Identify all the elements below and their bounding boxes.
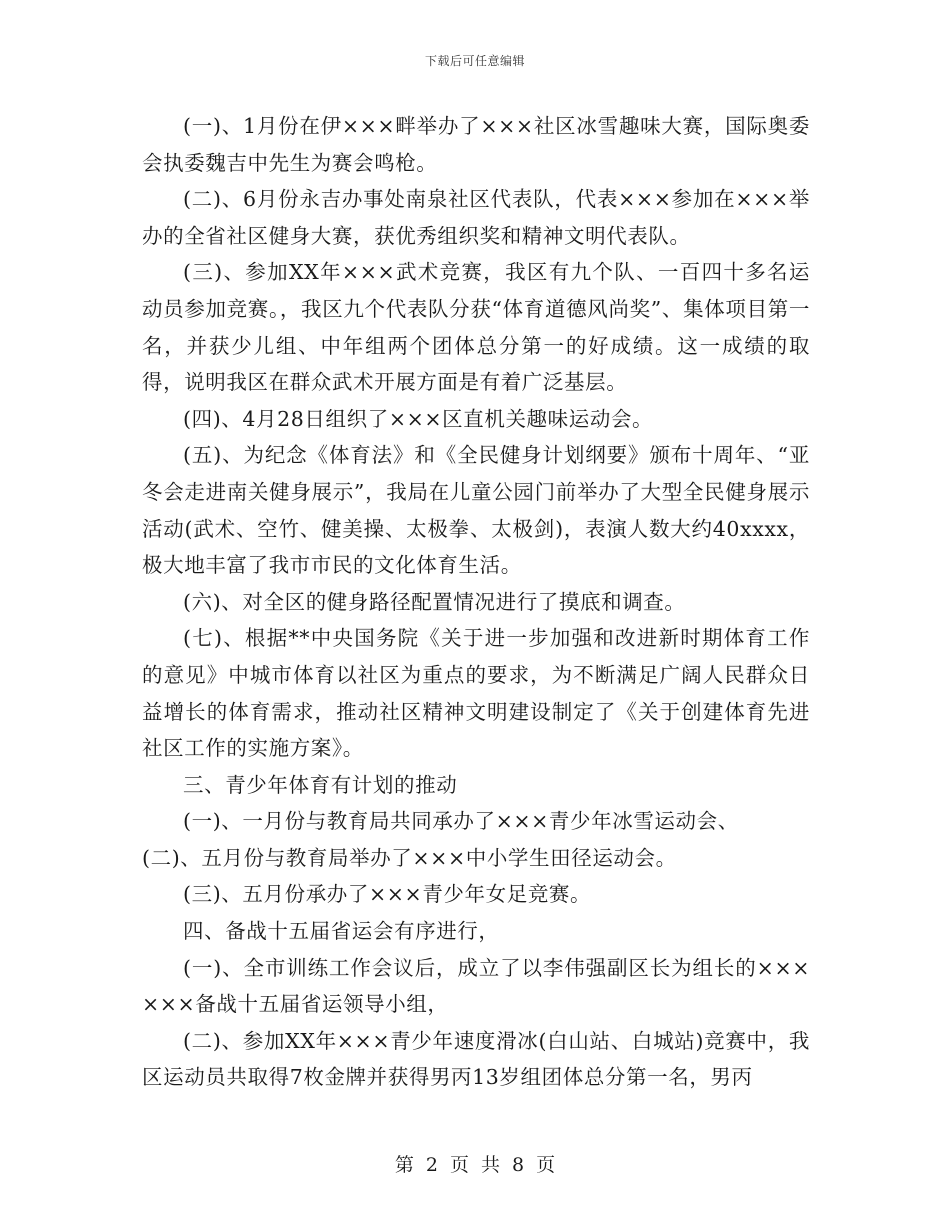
section-heading: 四、备战十五届省运会有序进行， (183, 919, 500, 944)
paragraph: (三)、五月份承办了×××青少年女足竞赛。 (183, 882, 592, 907)
document-body (142, 108, 810, 1096)
paragraph: (六)、对全区的健身路径配置情况进行了摸底和调查。 (183, 589, 686, 614)
paragraph: (一)、全市训练工作会议后，成立了以李伟强副区长为组长的××××××备战十五届省运领导小组， (142, 955, 810, 1017)
page-header: 下载后可任意编辑 (424, 54, 525, 68)
paragraph: (一)、一月份与教育局共同承办了×××青少年冰雪运动会、 (183, 809, 739, 834)
paragraph: (五)、为纪念《体育法》和《全民健身计划纲要》颁布十周年、“亚冬会走进南关健身展示”，我局在儿童公园门前举办了大型全民健身展示活动(武术、空竹、健美操、太极拳、太极剑)，表演人数大约40xxxx，极大地丰富了我市市民的文化体育生活。 (142, 443, 810, 578)
paragraph: (一)、1月份在伊×××畔举办了×××社区冰雪趣味大赛，国际奥委会执委魏吉中先生为赛会鸣枪。 (142, 114, 810, 175)
paragraph: (二)、五月份与教育局举办了×××中小学生田径运动会。 (142, 845, 677, 870)
paragraph: (二)、6月份永吉办事处南泉社区代表队，代表×××参加在×××举办的全省社区健身大赛，获优秀组织奖和精神文明代表队。 (142, 187, 810, 248)
paragraph: (三)、参加XX年×××武术竞赛，我区有九个队、一百四十多名运动员参加竞赛。，我区九个代表队分获“体育道德风尚奖”、集体项目第一名，并获少儿组、中年组两个团体总分第一的好成绩。这一成绩的取得，说明我区在群众武术开展方面是有着广泛基层。 (142, 260, 810, 395)
paragraph: (四)、4月28日组织了×××区直机关趣味运动会。 (183, 406, 654, 431)
section-heading: 三、青少年体育有计划的推动 (183, 772, 458, 797)
page-footer: 第 2 页 共 8 页 (394, 1154, 556, 1176)
paragraph: (七)、根据**中央国务院《关于进一步加强和改进新时期体育工作的意见》中城市体育以社区为重点的要求，为不断满足广阔人民群众日益增长的体育需求，推动社区精神文明建设制定了《关于创建体育先进社区工作的实施方案》。 (142, 626, 810, 761)
paragraph: (二)、参加XX年×××青少年速度滑冰(白山站、白城站)竞赛中，我区运动员共取得7枚金牌并获得男丙13岁组团体总分第一名，男丙 (142, 1028, 810, 1090)
